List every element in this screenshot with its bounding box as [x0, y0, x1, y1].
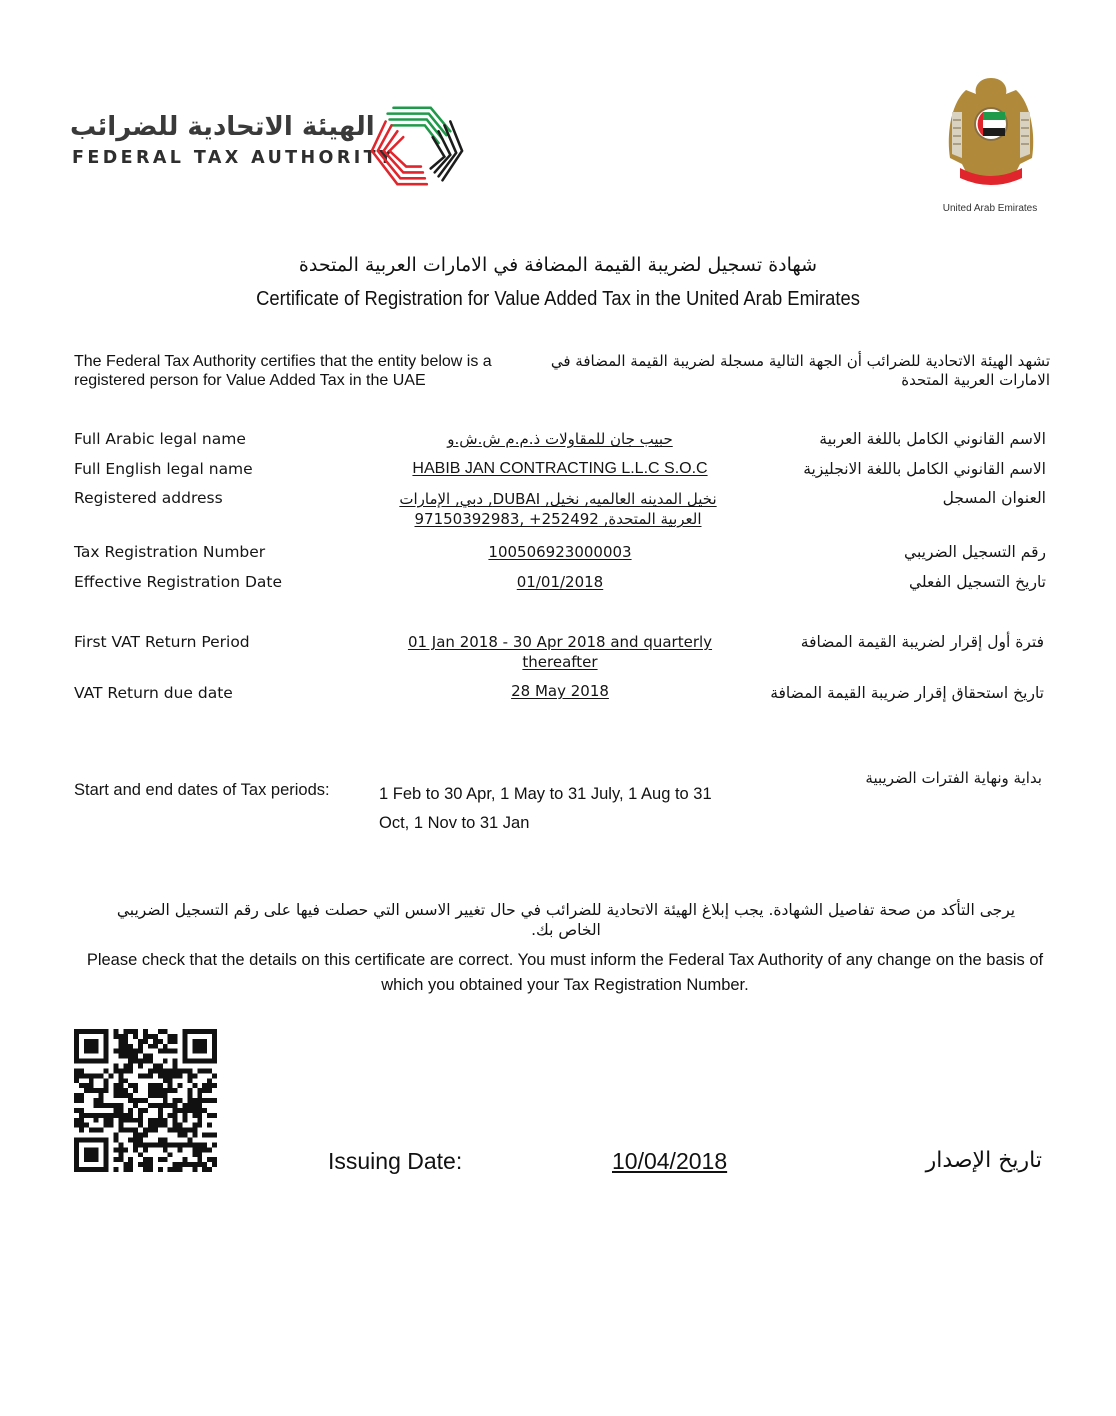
- certificate-title-arabic: شهادة تسجيل لضريبة القيمة المضافة في الامارات العربية المتحدة: [298, 254, 818, 276]
- field-label-ar: فترة أول إقرار لضريبة القيمة المضافة: [800, 633, 1044, 651]
- qr-code: [74, 1029, 217, 1172]
- field-value-english-name: HABIB JAN CONTRACTING L.L.C S.O.C: [412, 460, 708, 477]
- field-label-ar: تاريخ التسجيل الفعلي: [908, 573, 1046, 591]
- fta-logo-icon: [368, 96, 466, 194]
- field-label-en: VAT Return due date: [74, 684, 233, 702]
- emblem-caption: United Arab Emirates: [942, 203, 1038, 214]
- fta-name-arabic: الهيئة الاتحادية للضرائب: [70, 112, 375, 142]
- uae-emblem-icon: [938, 72, 1044, 192]
- intro-statement-english: The Federal Tax Authority certifies that the entity below is a registered person for Value Added Tax in the UAE: [74, 353, 492, 389]
- field-label-en: Full English legal name: [74, 460, 253, 478]
- certificate-title-english: Certificate of Registration for Value Added Tax in the United Arab Emirates: [256, 288, 860, 310]
- field-value-first-return-period: 01 Jan 2018 - 30 Apr 2018 and quarterly thereafter: [407, 633, 713, 671]
- issuing-date-label-en: Issuing Date:: [328, 1148, 463, 1174]
- field-label-ar: تاريخ استحقاق إقرار ضريبة القيمة المضافة: [770, 684, 1044, 702]
- intro-statement-arabic: تشهد الهيئة الاتحادية للضرائب أن الجهة التالية مسجلة لضريبة القيمة المضافة في الامارات العربية المتحدة: [550, 352, 1050, 389]
- field-label-en: Registered address: [74, 489, 223, 507]
- issuing-date-label-ar: تاريخ الإصدار: [925, 1148, 1042, 1173]
- field-label-ar: الاسم القانوني الكامل باللغة الانجليزية: [803, 460, 1046, 478]
- tax-periods-value: 1 Feb to 30 Apr, 1 May to 31 July, 1 Aug to 31 Oct, 1 Nov to 31 Jan: [379, 785, 712, 832]
- field-label-en: Effective Registration Date: [74, 573, 282, 591]
- field-value-effective-date: 01/01/2018: [516, 573, 604, 591]
- fta-name-english: FEDERAL TAX AUTHORITY: [72, 148, 396, 168]
- field-label-ar: العنوان المسجل: [942, 489, 1046, 507]
- field-label-ar: رقم التسجيل الضريبي: [904, 543, 1046, 561]
- field-value-trn: 100506923000003: [488, 543, 632, 561]
- field-value-registered-address: نخيل المدينه العالميه, نخيل, DUBAI, دبي, الإمارات العربية المتحدة, 252492+ ,97150392983: [399, 490, 717, 528]
- field-value-return-due-date: 28 May 2018: [511, 682, 609, 700]
- logo-arm-red: [372, 121, 427, 184]
- notice-arabic: يرجى التأكد من صحة تفاصيل الشهادة. يجب إبلاغ الهيئة الاتحادية للضرائب في حال تغيير الاسس التي حصلت فيها على رقم التسجيل الضريبي الخاص بك.: [116, 901, 1016, 939]
- field-value-arabic-name: حبيب جان للمقاولات ذ.م.م ش.ش.و: [447, 430, 673, 448]
- issuing-date-value: 10/04/2018: [612, 1148, 728, 1174]
- field-label-ar: الاسم القانوني الكامل باللغة العربية: [819, 430, 1046, 448]
- field-label-en: Full Arabic legal name: [74, 430, 246, 448]
- field-label-en: Tax Registration Number: [74, 543, 266, 561]
- notice-english: Please check that the details on this certificate are correct. You must inform the Federal Tax Authority of any change on the basis of which you obtained your Tax Registration Number.: [86, 951, 1044, 994]
- field-label-en: First VAT Return Period: [74, 633, 250, 651]
- tax-periods-label-en: Start and end dates of Tax periods:: [74, 781, 330, 799]
- tax-periods-label-ar: بداية ونهاية الفترات الضريبية: [865, 769, 1042, 787]
